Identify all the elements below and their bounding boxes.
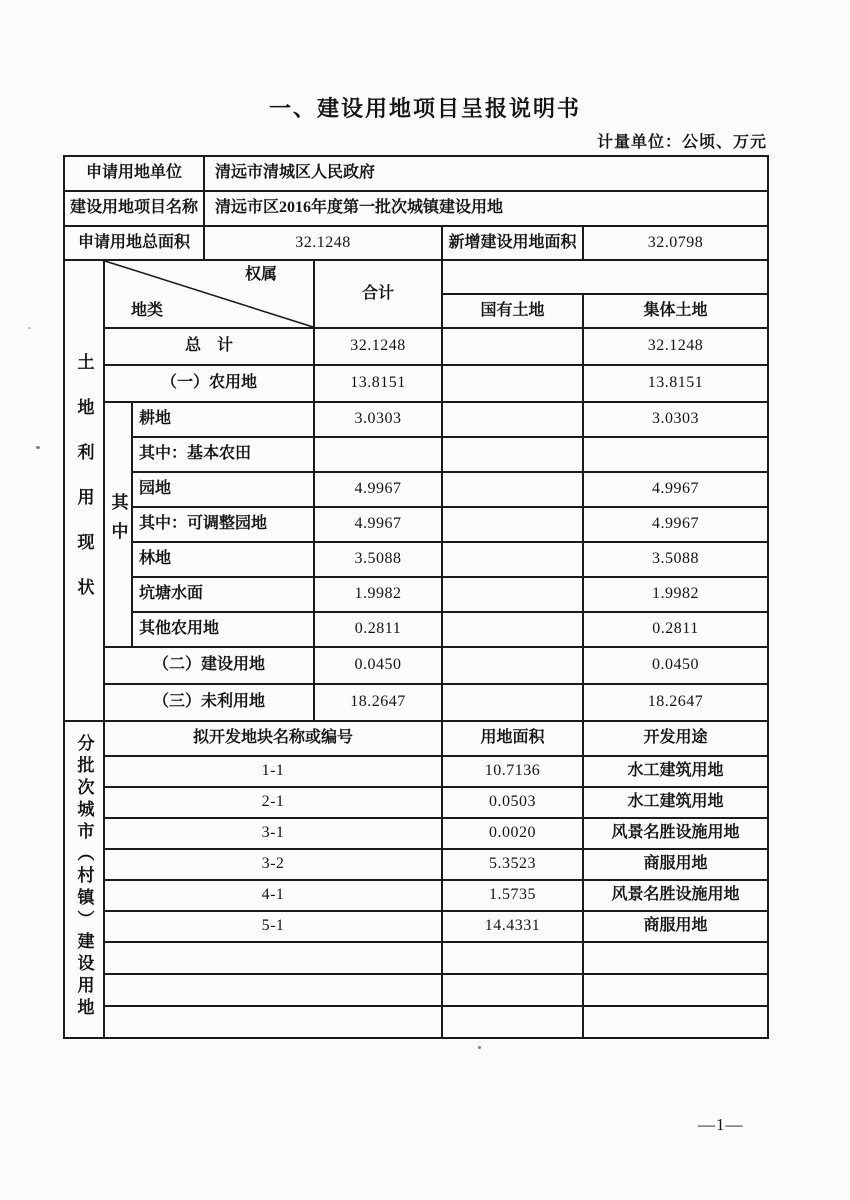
table-row [64,542,768,577]
project-name-label: 建设用地项目名称 [64,191,204,226]
page-title: 一、建设用地项目呈报说明书 [268,96,581,121]
land-use-section-label [64,260,104,721]
row-label: 其他农用地 [132,612,314,647]
row-label: 坑塘水面 [132,577,314,612]
parcel-area [442,1006,583,1038]
row-state [442,542,583,577]
parcel-name [104,1006,442,1038]
row-collective: 13.8151 [583,365,768,402]
row-state [442,328,583,365]
parcel-use: 商服用地 [583,849,768,880]
scan-speck [478,1046,481,1049]
row-state [442,437,583,472]
parcel-area: 10.7136 [442,756,583,787]
row-state [442,402,583,437]
row-label: （三）未利用地 [104,684,314,721]
table-row [64,974,768,1006]
header-land-class: 地类 [131,301,164,319]
subgroup-label [104,402,132,647]
parcel-use [583,974,768,1006]
table-row [64,756,768,787]
total-area-label: 申请用地总面积 [64,226,204,260]
applicant-label: 申请用地单位 [64,156,204,191]
row-state [442,684,583,721]
header-ownership-spacer [442,260,768,294]
parcel-area [442,974,583,1006]
table-row [64,911,768,942]
row-state [442,507,583,542]
header-ownership: 权属 [244,266,277,283]
table-row [64,328,768,365]
parcel-use: 风景名胜设施用地 [583,818,768,849]
row-state [442,647,583,684]
new-area-value: 32.0798 [583,226,768,260]
parcel-use: 商服用地 [583,911,768,942]
row-collective: 32.1248 [583,328,768,365]
parcel-name: 1-1 [104,756,442,787]
total-area-value: 32.1248 [204,226,442,260]
row-collective: 18.2647 [583,684,768,721]
row-collective: 4.9967 [583,507,768,542]
row-label: （一）农用地 [104,365,314,402]
table-row [64,507,768,542]
table-row [64,226,768,260]
parcel-area: 5.3523 [442,849,583,880]
batch-header-name: 拟开发地块名称或编号 [104,721,442,756]
table-row [64,880,768,911]
parcel-use: 水工建筑用地 [583,787,768,818]
row-label: 林地 [132,542,314,577]
parcel-area: 1.5735 [442,880,583,911]
table-row [64,472,768,507]
table-row [64,1006,768,1038]
row-total [314,437,442,472]
parcel-use: 水工建筑用地 [583,756,768,787]
row-label: 其中：基本农田 [132,437,314,472]
header-total: 合计 [314,260,442,328]
row-collective: 4.9967 [583,472,768,507]
batch-section-label [64,721,104,1038]
parcel-use [583,1006,768,1038]
parcel-name: 3-2 [104,849,442,880]
header-state-owned: 国有土地 [442,294,583,328]
parcel-area: 14.4331 [442,911,583,942]
subgroup-text: 其中 [108,492,128,551]
parcel-name [104,974,442,1006]
page-number: —1— [698,1115,744,1134]
row-state [442,612,583,647]
parcel-area [442,942,583,974]
scan-speck [28,327,31,329]
row-label: 其中：可调整园地 [132,507,314,542]
row-total: 32.1248 [314,328,442,365]
project-name-value: 清远市区2016年度第一批次城镇建设用地 [204,191,768,226]
diagonal-header-cell [104,260,314,328]
batch-header-use: 开发用途 [583,721,768,756]
row-total: 0.0450 [314,647,442,684]
table-row [64,365,768,402]
row-total: 3.0303 [314,402,442,437]
table-row [64,647,768,684]
row-total: 0.2811 [314,612,442,647]
parcel-use [583,942,768,974]
parcel-area: 0.0503 [442,787,583,818]
row-total: 4.9967 [314,472,442,507]
row-state [442,472,583,507]
parcel-name [104,942,442,974]
row-total: 4.9967 [314,507,442,542]
row-total: 1.9982 [314,577,442,612]
land-use-section-text: 土地利用现状 [74,352,94,623]
table-row [64,721,768,756]
row-collective: 3.0303 [583,402,768,437]
table-row [64,156,768,191]
row-collective: 0.2811 [583,612,768,647]
table-row [64,577,768,612]
table-row [64,849,768,880]
parcel-use: 风景名胜设施用地 [583,880,768,911]
row-label: 总 计 [104,328,314,365]
parcel-name: 4-1 [104,880,442,911]
parcel-name: 5-1 [104,911,442,942]
scan-speck [36,446,40,449]
row-total: 13.8151 [314,365,442,402]
batch-header-area: 用地面积 [442,721,583,756]
row-collective: 1.9982 [583,577,768,612]
unit-note: 计量单位：公顷、万元 [596,134,767,151]
parcel-name: 2-1 [104,787,442,818]
row-collective: 3.5088 [583,542,768,577]
row-label: （二）建设用地 [104,647,314,684]
table-row [64,437,768,472]
applicant-value: 清远市清城区人民政府 [204,156,768,191]
row-state [442,365,583,402]
table-row [64,612,768,647]
table-row [64,818,768,849]
row-total: 3.5088 [314,542,442,577]
row-collective: 0.0450 [583,647,768,684]
header-collective: 集体土地 [583,294,768,328]
new-area-label: 新增建设用地面积 [442,226,583,260]
table-row [64,787,768,818]
form-table [63,155,769,1039]
table-row [64,402,768,437]
table-row [64,942,768,974]
table-row [64,684,768,721]
parcel-area: 0.0020 [442,818,583,849]
row-label: 耕地 [132,402,314,437]
row-collective [583,437,768,472]
row-state [442,577,583,612]
row-total: 18.2647 [314,684,442,721]
table-row [64,260,768,294]
table-row [64,191,768,226]
row-label: 园地 [132,472,314,507]
parcel-name: 3-1 [104,818,442,849]
batch-section-text: 分批次城市（村镇）建设用地 [74,733,94,1020]
